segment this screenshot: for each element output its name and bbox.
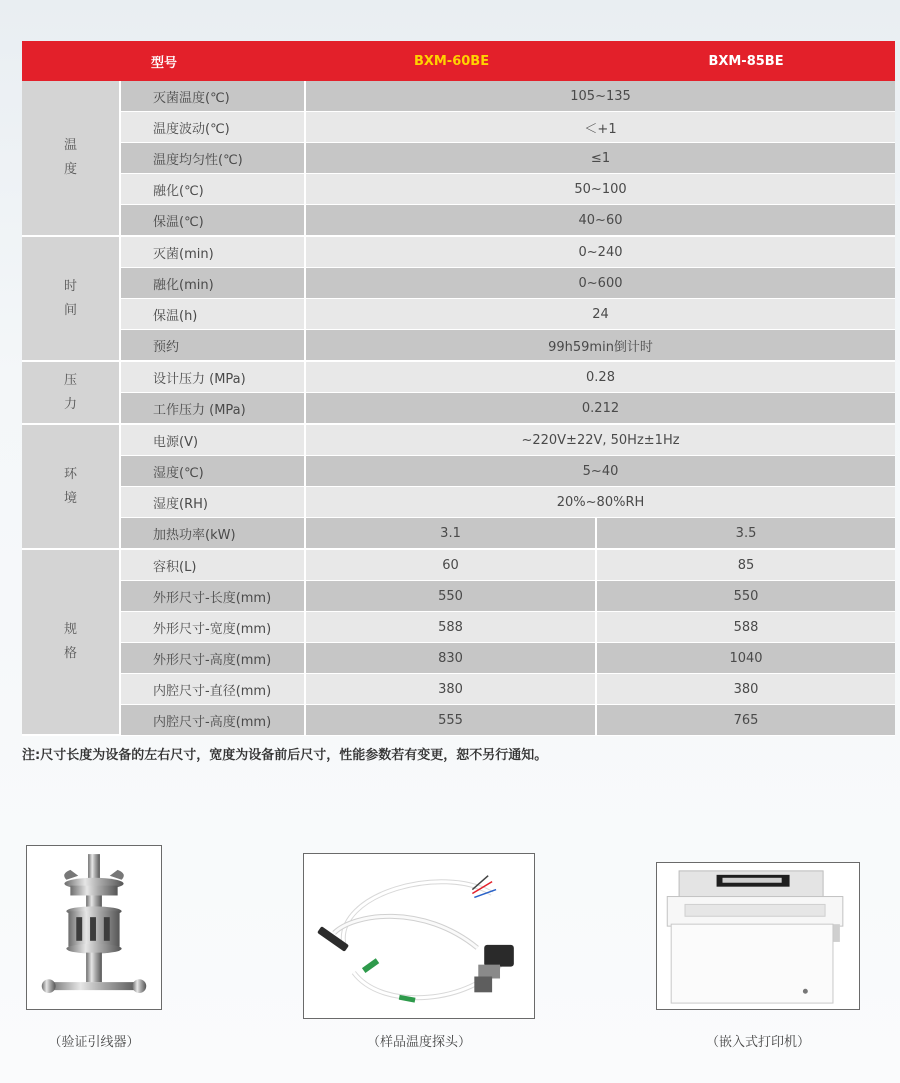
row-value: 50~100 [306, 174, 895, 205]
caption-sample-temperature-probe: （样品温度探头） [366, 1035, 471, 1050]
row-label: 湿度(RH) [121, 487, 306, 518]
row-value-model-2: 1040 [597, 643, 895, 674]
row-label: 工作压力 (MPa) [121, 393, 306, 425]
group-temperature: 温度 [22, 81, 121, 237]
row-value-model-2: 380 [597, 674, 895, 705]
caption-embedded-printer: （嵌入式打印机） [705, 1035, 810, 1050]
row-label: 加热功率(kW) [121, 518, 306, 550]
row-value: 20%~80%RH [306, 487, 895, 518]
caption-validation-lead-device: （验证引线器） [48, 1035, 140, 1050]
row-label: 电源(V) [121, 425, 306, 456]
row-value: 24 [306, 299, 895, 330]
sample-temperature-probe-icon [303, 853, 535, 1019]
row-label: 融化(min) [121, 268, 306, 299]
row-value-model-1: 3.1 [306, 518, 597, 550]
row-value-model-1: 550 [306, 581, 597, 612]
group-environment: 环境 [22, 425, 121, 550]
row-label: 温度均匀性(℃) [121, 143, 306, 174]
row-value: 0.212 [306, 393, 895, 425]
row-value-model-2: 765 [597, 705, 895, 736]
embedded-printer-icon [656, 862, 860, 1010]
row-label: 容积(L) [121, 550, 306, 581]
row-label: 湿度(℃) [121, 456, 306, 487]
row-value: 105~135 [306, 81, 895, 112]
row-value: 99h59min倒计时 [306, 330, 895, 362]
row-value-model-1: 380 [306, 674, 597, 705]
row-value: 5~40 [306, 456, 895, 487]
row-value: 40~60 [306, 205, 895, 237]
row-value: ≤1 [306, 143, 895, 174]
row-label: 外形尺寸-宽度(mm) [121, 612, 306, 643]
row-value-model-2: 85 [597, 550, 895, 581]
header-model-label: 型号 [22, 41, 306, 81]
row-value-model-1: 60 [306, 550, 597, 581]
header-model-2: BXM-85BE [597, 41, 895, 81]
row-label: 保温(h) [121, 299, 306, 330]
row-value-model-2: 3.5 [597, 518, 895, 550]
row-value-model-1: 830 [306, 643, 597, 674]
group-time: 时间 [22, 237, 121, 362]
row-label: 内腔尺寸-高度(mm) [121, 705, 306, 736]
row-value: 0~600 [306, 268, 895, 299]
row-value-model-2: 550 [597, 581, 895, 612]
row-label: 灭菌温度(℃) [121, 81, 306, 112]
row-value-model-1: 555 [306, 705, 597, 736]
row-label: 温度波动(℃) [121, 112, 306, 143]
row-value: 0~240 [306, 237, 895, 268]
group-specification: 规格 [22, 550, 121, 736]
row-label: 外形尺寸-高度(mm) [121, 643, 306, 674]
row-value: 0.28 [306, 362, 895, 393]
row-value: ~220V±22V, 50Hz±1Hz [306, 425, 895, 456]
row-value-model-2: 588 [597, 612, 895, 643]
row-label: 灭菌(min) [121, 237, 306, 268]
row-label: 外形尺寸-长度(mm) [121, 581, 306, 612]
row-label: 预约 [121, 330, 306, 362]
footnote: 注:尺寸长度为设备的左右尺寸，宽度为设备前后尺寸，性能参数若有变更，恕不另行通知。 [22, 748, 548, 763]
row-label: 保温(℃) [121, 205, 306, 237]
row-value-model-1: 588 [306, 612, 597, 643]
row-label: 融化(℃) [121, 174, 306, 205]
table-header-row [22, 41, 895, 81]
spec-table [22, 41, 895, 736]
group-pressure: 压力 [22, 362, 121, 425]
row-value: ＜+1 [306, 112, 895, 143]
row-label: 内腔尺寸-直径(mm) [121, 674, 306, 705]
header-model-1: BXM-60BE [306, 41, 597, 81]
row-label: 设计压力 (MPa) [121, 362, 306, 393]
validation-lead-device-icon [26, 845, 162, 1010]
